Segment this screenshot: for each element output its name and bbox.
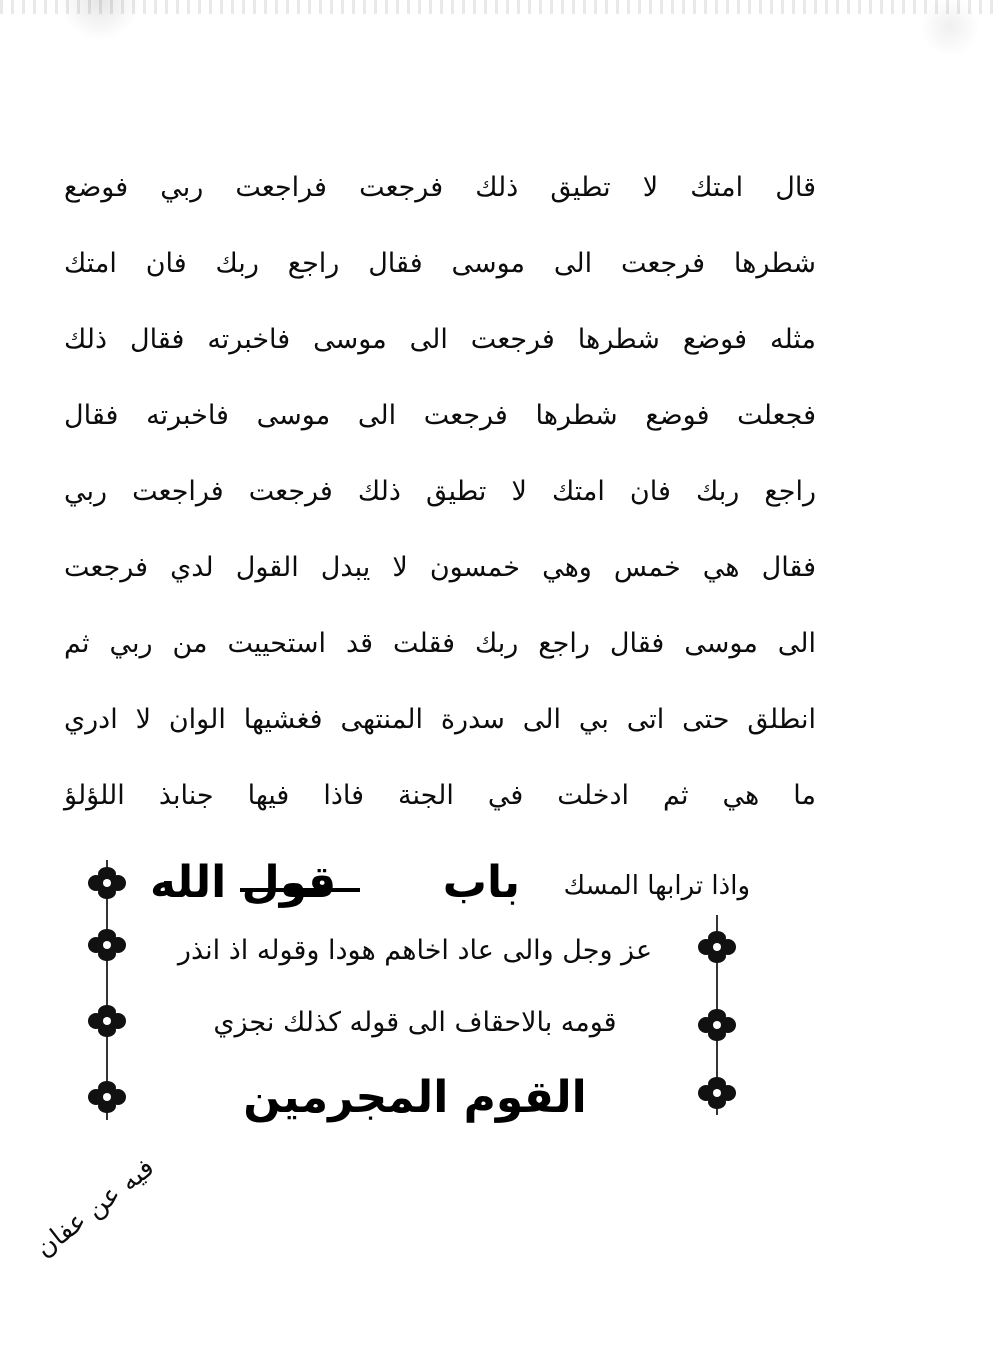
chapter-heading-bab: باب	[442, 857, 520, 908]
body-line-6: فقال هي خمس وهي خمسون لا يبدل القول لدي فرجعت	[64, 552, 816, 583]
body-line-1: قال امتك لا تطيق ذلك فرجعت فراجعت ربي فوضع	[64, 172, 816, 203]
quatrefoil-rosette-icon	[87, 928, 127, 962]
body-line-3: مثله فوضع شطرها فرجعت الى موسى فاخبرته فقال ذلك	[64, 324, 816, 355]
chapter-heading-title: قول الله	[150, 857, 337, 908]
margin-note: فيه عن عفان	[30, 1152, 161, 1264]
body-text-block	[60, 150, 820, 834]
quatrefoil-rosette-icon	[697, 1008, 737, 1042]
page-top-edge	[0, 0, 1000, 14]
body-line-4: فجعلت فوضع شطرها فرجعت الى موسى فاخبرته فقال	[64, 400, 816, 431]
quatrefoil-rosette-icon	[87, 866, 127, 900]
quatrefoil-rosette-icon	[87, 1004, 127, 1038]
verse-line-1: عز وجل والى عاد اخاهم هودا وقوله اذ انذر	[177, 935, 653, 966]
quatrefoil-rosette-icon	[697, 930, 737, 964]
quatrefoil-rosette-icon	[87, 1080, 127, 1114]
body-line-9: ما هي ثم ادخلت في الجنة فاذا فيها جنابذ اللؤلؤ	[64, 780, 816, 811]
quatrefoil-rosette-icon	[697, 1076, 737, 1110]
body-line-7: الى موسى فقال راجع ربك فقلت قد استحييت من ربي ثم	[64, 628, 816, 659]
body-line-2: شطرها فرجعت الى موسى فقال راجع ربك فان امتك	[64, 248, 816, 279]
verse-line-3: القوم المجرمين	[243, 1072, 587, 1123]
body-line-8: انطلق حتى اتى بي الى سدرة المنتهى فغشيها الوان لا ادري	[64, 704, 816, 735]
body-line-5: راجع ربك فان امتك لا تطيق ذلك فرجعت فراجعت ربي	[64, 476, 816, 507]
heading-lead-text: واذا ترابها المسك	[563, 871, 750, 901]
verse-line-2: قومه بالاحقاف الى قوله كذلك نجزي	[213, 1007, 617, 1038]
chapter-heading-row	[150, 848, 750, 918]
